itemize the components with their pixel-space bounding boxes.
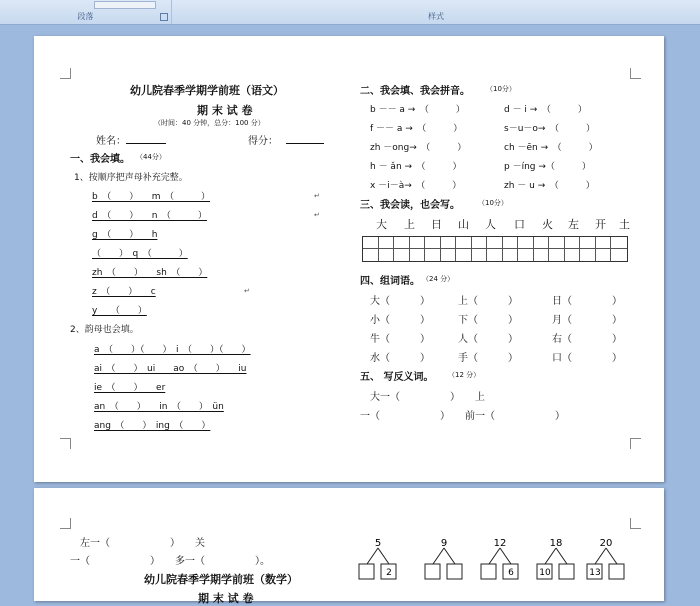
bond-branch	[595, 548, 606, 564]
q2-row: ai （ ） ui ao （ ） iu	[94, 364, 247, 374]
bond-total: 9	[440, 538, 448, 549]
q1-row: z （ ） c	[92, 287, 156, 297]
char-to-write: 人	[485, 218, 496, 231]
word-item: 大（ ）	[370, 296, 430, 307]
q2-row: ie （ ） er	[94, 383, 166, 393]
char-to-write: 山	[458, 218, 469, 231]
q1-row: （ ） q （ ）	[92, 249, 188, 259]
ribbon-group-styles	[172, 0, 700, 24]
bond-part-value: 13	[589, 568, 601, 578]
word-item: 口（ ）	[552, 353, 622, 364]
section-4-score: （24 分）	[422, 275, 455, 283]
ribbon-group-label: 样式	[428, 12, 444, 21]
bond-total: 18	[549, 538, 563, 549]
bond-branch	[545, 548, 556, 564]
word-item: 上（ ）	[458, 296, 518, 307]
name-field[interactable]	[126, 143, 166, 144]
exam-title: 幼儿院春季学期学前班（语文）	[130, 84, 284, 97]
ribbon-buttons-row[interactable]	[94, 1, 156, 9]
char-to-write: 火	[542, 218, 553, 231]
ribbon-group-paragraph	[0, 0, 172, 24]
section-1-score: （44分）	[136, 153, 166, 161]
char-to-write: 土	[619, 218, 630, 231]
pinyin-item: h － ǎn → （ ）	[370, 162, 462, 172]
pinyin-item: b －－ a → （ ）	[370, 105, 465, 115]
word-item: 人（ ）	[458, 334, 518, 345]
pinyin-item: x －i－à→ （ ）	[370, 181, 462, 191]
paragraph-mark: ↵	[314, 192, 320, 200]
q1-row: zh （ ） sh （ ）	[92, 268, 208, 278]
bond-part-box[interactable]	[447, 564, 462, 579]
pinyin-item: zh －ong→ （ ）	[370, 143, 467, 153]
bond-part-value: 10	[539, 568, 551, 578]
math-exam-title: 幼儿院春季学期学前班（数学）	[144, 573, 298, 586]
pinyin-item: p －íng →（ ）	[504, 162, 591, 172]
section-3-title: 三、我会读，也会写。	[360, 200, 460, 211]
antonym-row: 一（ ） 多一（ ）。	[70, 556, 270, 567]
dialog-launcher-icon[interactable]	[160, 13, 168, 21]
bond-branch	[367, 548, 378, 564]
section-3-score: （10分）	[478, 199, 508, 207]
bond-branch	[378, 548, 389, 564]
question-1-prompt: 1、按顺序把声母补充完整。	[74, 173, 188, 183]
word-item: 手（ ）	[458, 353, 518, 364]
name-label: 姓名：	[96, 136, 126, 147]
char-to-write: 大	[376, 218, 387, 231]
document-page-1[interactable]	[34, 36, 664, 482]
exam-meta: （时间：40 分钟，总分：100 分）	[154, 119, 265, 127]
section-2-score: （10分）	[486, 85, 516, 93]
pinyin-item: ch －ēn → （ ）	[504, 143, 598, 153]
pinyin-item: zh － u → （ ）	[504, 181, 595, 191]
bond-branch	[500, 548, 511, 564]
bond-part-box[interactable]	[359, 564, 374, 579]
bond-part-value: 2	[386, 568, 392, 578]
margin-corner-mark	[60, 438, 71, 449]
score-field[interactable]	[286, 143, 324, 144]
word-item: 月（ ）	[552, 315, 622, 326]
bond-branch	[606, 548, 617, 564]
writing-grid[interactable]	[362, 236, 628, 262]
section-2-title: 二、我会填、我会拼音。	[360, 86, 470, 97]
bond-branch	[556, 548, 567, 564]
bond-total: 12	[493, 538, 507, 549]
char-to-write: 日	[431, 218, 442, 231]
q2-row: a （ ）（ ） i （ ）（ ）	[94, 345, 251, 355]
bond-part-box[interactable]	[609, 564, 624, 579]
ribbon-group-label: 段落	[77, 12, 94, 21]
q1-row: b （ ） m （ ）	[92, 192, 210, 202]
q1-row: d （ ） n （ ）	[92, 211, 207, 221]
margin-corner-mark	[60, 68, 71, 79]
section-1-title: 一、我会填。	[70, 154, 130, 165]
char-to-write: 开	[595, 218, 606, 231]
antonym-row: 大一（ ） 上	[370, 392, 485, 403]
q2-row: an （ ） in （ ） ün	[94, 402, 224, 412]
section-5-score: （12 分）	[448, 371, 481, 379]
word-item: 右（ ）	[552, 334, 622, 345]
antonym-row: 一（ ） 前一（ ）	[360, 411, 565, 422]
char-to-write: 左	[568, 218, 579, 231]
score-label: 得分：	[248, 136, 278, 147]
bond-part-box[interactable]	[559, 564, 574, 579]
margin-corner-mark	[630, 68, 641, 79]
char-to-write: 口	[514, 218, 525, 231]
word-item: 下（ ）	[458, 315, 518, 326]
exam-subtitle: 期 末 试 卷	[197, 104, 253, 117]
char-to-write: 上	[404, 218, 415, 231]
q2-row: ang （ ） ing （ ）	[94, 421, 211, 431]
section-5-title: 五、 写反义词。	[360, 372, 434, 383]
bond-branch	[444, 548, 455, 564]
bond-total: 5	[374, 538, 382, 549]
paragraph-mark: ↵	[314, 211, 320, 219]
bond-branch	[489, 548, 500, 564]
bond-branch	[433, 548, 444, 564]
word-item: 日（ ）	[552, 296, 622, 307]
ribbon	[0, 0, 700, 25]
bond-part-box[interactable]	[481, 564, 496, 579]
bond-part-value: 6	[508, 568, 514, 578]
word-item: 牛（ ）	[370, 334, 430, 345]
margin-corner-mark	[630, 438, 641, 449]
document-page-2[interactable]	[34, 488, 664, 605]
word-item: 小（ ）	[370, 315, 430, 326]
antonym-row: 左一（ ） 关	[80, 538, 205, 549]
q1-row: g （ ） h	[92, 230, 158, 240]
pinyin-item: f －－ a → （ ）	[370, 124, 463, 134]
q1-row: y （ ）	[92, 306, 147, 316]
bond-part-box[interactable]	[425, 564, 440, 579]
word-item: 水（ ）	[370, 353, 430, 364]
question-2-prompt: 2、韵母也会填。	[70, 325, 139, 335]
bond-total: 20	[599, 538, 613, 549]
pinyin-item: s－u－o→ （ ）	[504, 124, 595, 134]
section-4-title: 四、组词语。	[360, 276, 420, 287]
number-bond-diagrams	[34, 488, 664, 601]
pinyin-item: d － i → （ ）	[504, 105, 587, 115]
paragraph-mark: ↵	[244, 287, 250, 295]
math-exam-subtitle: 期 末 试 卷	[198, 592, 254, 605]
